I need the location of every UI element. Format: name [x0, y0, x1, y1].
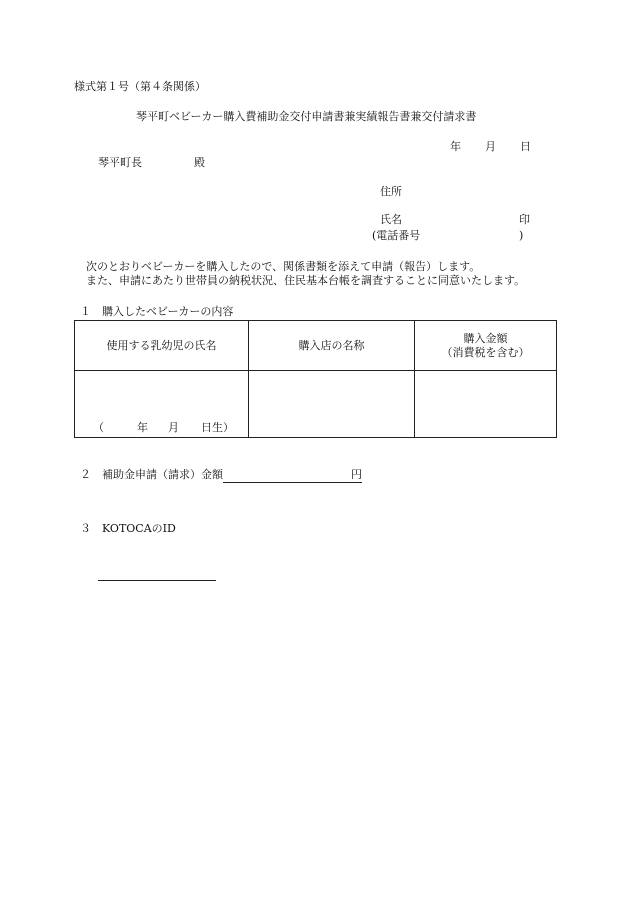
addressee-honorific: 殿 [194, 156, 205, 169]
section1-heading: １ 購入したベビーカーの内容 [80, 305, 234, 318]
section3-heading: ３ KOTOCAのID [80, 522, 176, 535]
form-number: 様式第１号（第４条関係） [74, 80, 206, 93]
applicant-address-label: 住所 [380, 185, 402, 198]
body-line-2: また、申請にあたり世帯員の納税状況、住民基本台帳を調査することに同意いたします。 [86, 274, 526, 287]
amount-cell[interactable] [415, 371, 557, 438]
table-header-row [75, 321, 557, 371]
addressee-name: 琴平町長 [98, 156, 142, 169]
date-year: 年 [450, 140, 461, 153]
section2-heading: ２ 補助金申請（請求）金額 [80, 468, 223, 481]
infant-name-cell[interactable] [75, 371, 249, 438]
kotoca-id-field[interactable] [98, 580, 216, 581]
date-month: 月 [485, 140, 496, 153]
header-infant-name: 使用する乳幼児の氏名 [75, 321, 249, 371]
yen-unit: 円 [351, 468, 362, 481]
seal-label: 印 [519, 213, 530, 226]
phone-label: (電話番号 [372, 229, 421, 242]
body-line-1: 次のとおりベビーカーを購入したので、関係書類を添えて申請（報告）します。 [86, 260, 481, 273]
date-day: 日 [520, 140, 531, 153]
section2 [80, 468, 362, 483]
subsidy-amount-field[interactable] [223, 468, 362, 483]
purchase-table [74, 320, 557, 438]
birth-date-note: （ 年 月 日生） [93, 421, 234, 434]
header-amount-label: 購入金額 [463, 331, 508, 345]
phone-close: ) [519, 229, 524, 242]
table-row [75, 371, 557, 438]
applicant-name-label: 氏名 [380, 213, 402, 226]
document-title: 琴平町ベビーカー購入費補助金交付申請書兼実績報告書兼交付請求書 [136, 110, 477, 123]
header-amount [415, 321, 557, 371]
header-amount-note: （消費税を含む） [441, 345, 530, 359]
store-name-cell[interactable] [249, 371, 415, 438]
header-store-name: 購入店の名称 [249, 321, 415, 371]
